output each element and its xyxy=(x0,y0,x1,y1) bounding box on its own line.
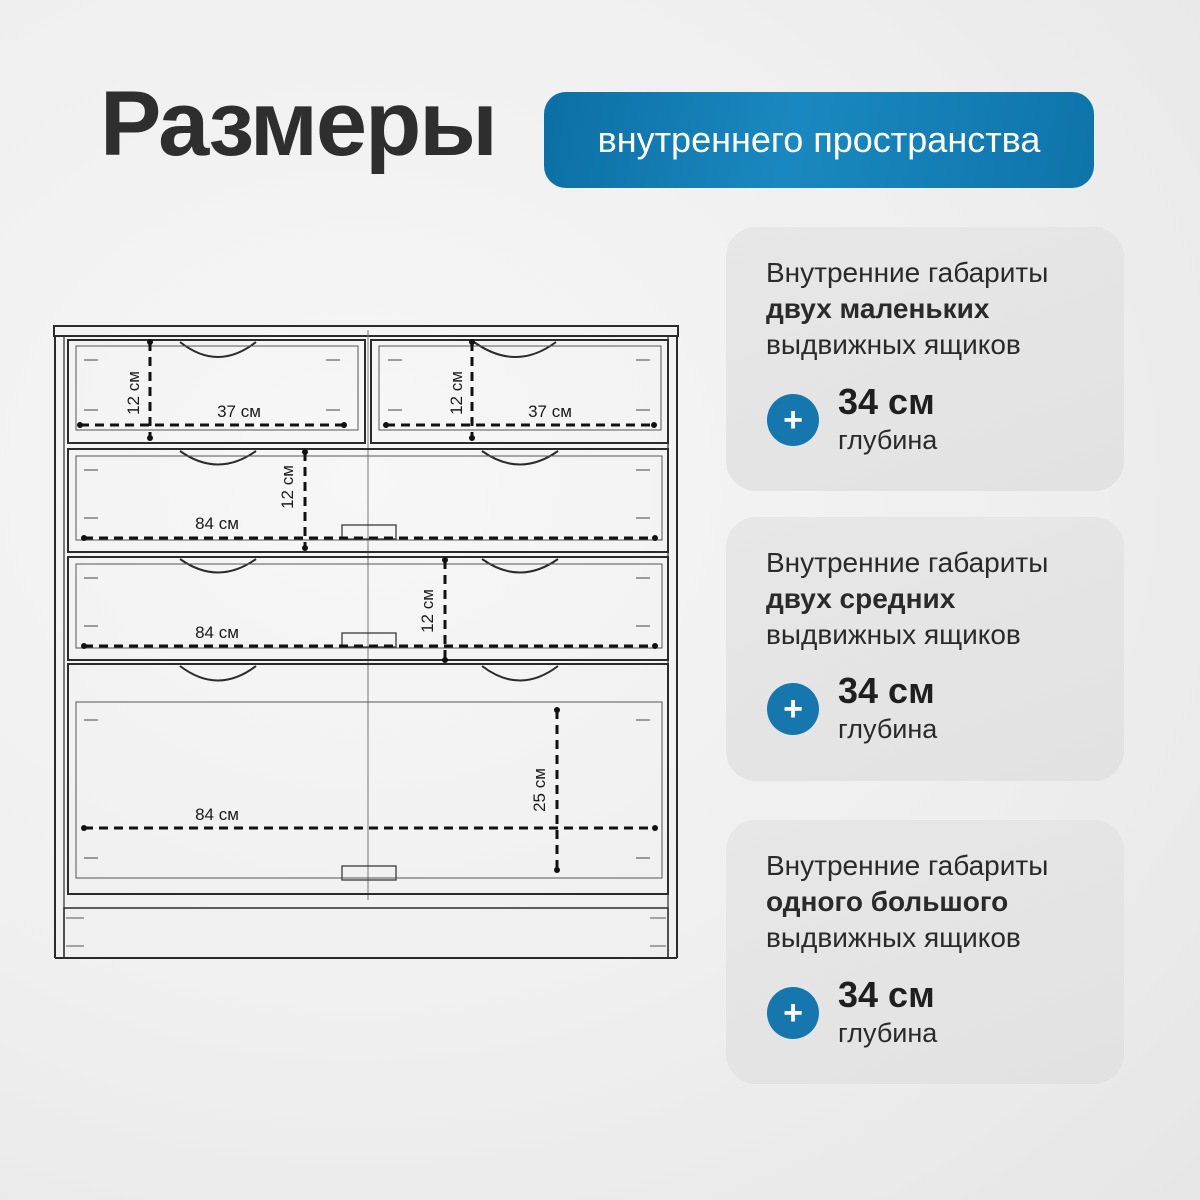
small-left-width-label: 37 см xyxy=(217,402,261,421)
card-line-3: выдвижных ящиков xyxy=(766,329,1021,360)
card-medium-drawers xyxy=(726,517,1124,781)
depth-value: 34 см xyxy=(838,670,935,711)
card-description xyxy=(766,848,1048,956)
depth-value: 34 см xyxy=(838,381,935,422)
card-description xyxy=(766,255,1048,363)
card-line-1: Внутренние габариты xyxy=(766,547,1049,578)
card-line-2: двух маленьких xyxy=(766,293,990,324)
large-width-label: 84 см xyxy=(195,805,239,824)
small-right-height-label: 12 см xyxy=(447,371,466,415)
card-line-1: Внутренние габариты xyxy=(766,257,1049,288)
plinth xyxy=(64,908,668,958)
medium1-width-label: 84 см xyxy=(195,514,239,533)
medium2-height-label: 12 см xyxy=(418,589,437,633)
card-line-2: двух средних xyxy=(766,583,956,614)
subtitle-text: внутреннего пространства xyxy=(597,119,1041,160)
depth-label: глубина xyxy=(838,425,938,455)
medium2-width-label: 84 см xyxy=(195,623,239,642)
card-small-drawers xyxy=(726,227,1124,491)
page-title: Размеры xyxy=(100,73,496,175)
plus-icon: + xyxy=(767,987,819,1039)
depth-label: глубина xyxy=(838,1018,938,1048)
small-drawer-right xyxy=(371,340,668,443)
card-line-1: Внутренние габариты xyxy=(766,850,1049,881)
card-description xyxy=(766,545,1048,653)
card-line-3: выдвижных ящиков xyxy=(766,922,1021,953)
small-right-width-label: 37 см xyxy=(528,402,572,421)
top-board xyxy=(54,326,678,336)
card-line-2: одного большого xyxy=(766,886,1009,917)
depth-label: глубина xyxy=(838,714,938,744)
plus-icon: + xyxy=(767,394,819,446)
large-height-label: 25 см xyxy=(530,768,549,812)
card-large-drawer xyxy=(726,820,1124,1084)
subtitle-badge xyxy=(544,92,1094,188)
small-left-height-label: 12 см xyxy=(124,371,143,415)
plus-icon: + xyxy=(767,683,819,735)
card-line-3: выдвижных ящиков xyxy=(766,619,1021,650)
small-drawer-left xyxy=(68,340,365,443)
dresser-drawing xyxy=(40,320,700,970)
medium1-height-label: 12 см xyxy=(278,465,297,509)
depth-value: 34 см xyxy=(838,974,935,1015)
